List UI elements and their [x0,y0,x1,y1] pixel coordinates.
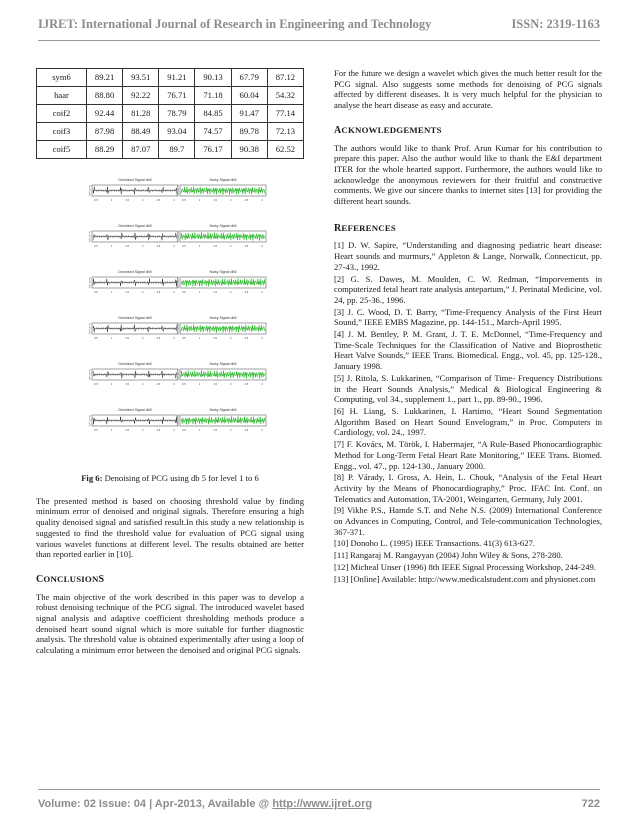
denoised-panel-title: Denoised Signal db5 [118,178,152,182]
x-tick-label: 0.5 [182,337,186,340]
y-tick-label: 0 [89,419,91,423]
y-tick-label: -2 [88,194,91,197]
y-tick-label: 2 [177,415,179,418]
reference-item: [7] F. Kovács, M. Török, I. Habermajer, “A Rule-Based Phonocardiographic Method for Long-Term Fetal Heart Rate Monitoring,” IEEE Trans. Biomed. Engg., vol. 47., pp. 124-130., January 2000. [334,439,602,471]
y-tick-label: -1 [176,421,179,425]
x-tick-label: 0.5 [94,337,98,340]
y-tick-label: 0 [177,281,179,285]
y-tick-label: -2 [88,424,91,427]
y-tick-label: 0 [89,327,91,331]
x-tick-label: 2.5 [156,429,161,432]
heading-conclusions-final: S [98,573,105,585]
denoised-panel-title: Denoised Signal db5 [118,224,152,228]
x-tick-label: 1.5 [125,291,130,294]
y-tick-label: -2 [176,424,179,427]
y-tick-label: -1 [88,191,91,195]
x-tick-label: 1.5 [125,337,130,340]
noisy-signal-line [181,370,265,378]
x-tick-label: 3 [173,337,175,340]
noisy-signal-line [181,232,265,240]
x-tick-label: 2 [230,383,232,386]
x-tick-label: 0.5 [182,291,186,294]
y-tick-label: 2 [89,323,91,326]
y-tick-label: -2 [176,286,179,289]
paragraph-acknowledgements: The authors would like to thank Prof. Arun Kumar for his contribution to prepare this paper. Also the author would like to thank the E&I department ITER for the whole hearted support. Furthermore, the authors would like to acknowledge the anonymous reviewers for their fruitful and constructive comments. We give our sincere thanks to internet sites [13] for providing the different heart sounds. [334,142,602,207]
left-column [36,68,304,656]
y-tick-label: 1 [177,325,179,329]
reference-item: [4] J. M. Bentley, P. M. Grant, J. T. E. McDonnel, “Time-Frequency and Time-Scale Techniques for the Classification of Native and Bioprosthetic Heart Valve Sounds,” IEEE Trans. Biomedical. Engg., vol. 45, pp. 125-128., January 1998. [334,329,602,372]
heading-acknowledgements [334,125,602,137]
denoised-signal-line [93,371,177,379]
x-tick-label: 3 [261,245,263,248]
issn: ISSN: 2319-1163 [511,16,600,31]
x-tick-label: 0.5 [94,429,98,432]
x-tick-label: 2.5 [156,199,161,202]
noisy-panel-title: Noisy Signal db5 [209,178,237,182]
value-cell: 93.51 [123,69,159,87]
reference-item: [11] Rangaraj M. Rangayyan (2004) John Wiley & Sons, 278-280. [334,550,563,561]
y-tick-label: -2 [88,378,91,381]
y-tick-label: 0 [177,189,179,193]
y-tick-label: -1 [88,283,91,287]
y-tick-label: 2 [89,185,91,188]
paragraph-conclusions: The main objective of the work described in this paper was to develop a robust denoising technique of the PCG signal. The introduced wavelet based signal analysis and adaptive coefficient thresholding methods produce a denoised heart sound signal which is more suitable for further diagnostic analysis. The threshold value is obtained experimentally after using a loop of calculating a minimum error between the denoised and original PCG signals. [36,591,304,656]
noisy-panel-title: Noisy Signal db5 [209,270,237,274]
value-cell: 89.7 [159,141,195,159]
heading-references [334,223,602,235]
y-tick-label: 2 [177,231,179,234]
y-tick-label: 2 [89,277,91,280]
x-tick-label: 1 [110,199,113,202]
page-number: 722 [581,798,600,810]
y-tick-label: 1 [177,371,179,375]
footer-volume [38,798,372,810]
value-cell: 71.18 [195,87,231,105]
footer-divider [38,789,600,790]
x-tick-label: 0.5 [182,245,186,248]
x-tick-label: 2 [142,291,144,294]
x-tick-label: 0.5 [182,199,186,202]
value-cell: 76.71 [159,87,195,105]
y-tick-label: 0 [177,419,179,423]
y-tick-label: -1 [88,329,91,333]
x-tick-label: 3 [173,429,175,432]
figure-caption [36,473,304,484]
y-tick-label: -1 [88,421,91,425]
y-tick-label: 0 [89,235,91,239]
y-tick-label: -1 [176,191,179,195]
value-cell: 91.21 [159,69,195,87]
table-row [37,141,304,159]
value-cell: 89.78 [231,123,267,141]
x-tick-label: 1 [198,383,201,386]
x-tick-label: 0.5 [94,199,98,202]
x-tick-label: 2.5 [244,429,249,432]
y-tick-label: 1 [89,233,91,237]
x-tick-label: 1 [110,337,113,340]
value-cell: 90.38 [231,141,267,159]
reference-item: [10] Donoho L. (1995) IEEE Transactions. 41(3) 613-627. [334,538,535,549]
x-tick-label: 3 [261,199,263,202]
denoised-signal-line [93,233,177,241]
journal-title: IJRET: International Journal of Research in Engineering and Technology [38,16,432,31]
heading-conclusions [36,574,304,586]
value-cell: 87.98 [87,123,123,141]
value-cell: 78.79 [159,105,195,123]
noisy-signal-line [181,187,265,195]
y-tick-label: 0 [177,235,179,239]
value-cell: 88.80 [87,87,123,105]
value-cell: 87.07 [123,141,159,159]
x-tick-label: 1.5 [213,199,218,202]
value-cell: 67.79 [231,69,267,87]
reference-item: [2] G. S. Dawes, M. Moulden, C. W. Redman, “Imporvements in computerized fetal heart rate analysis antepartum,” J. Perinatal Medicine, vol. 24, pp. 25-36., 1996. [334,273,602,305]
x-tick-label: 0.5 [94,291,98,294]
noisy-panel-title: Noisy Signal db5 [209,408,237,412]
denoised-signal-line [93,325,177,333]
table-row [37,105,304,123]
denoised-signal-line [93,279,177,287]
heading-ack-rest: CKNOWLEDGEMENTS [341,124,442,135]
y-tick-label: 2 [177,369,179,372]
value-cell: 77.14 [267,105,303,123]
figure-6 [36,171,304,463]
x-tick-label: 1.5 [213,245,218,248]
denoised-signal-line [93,187,177,195]
x-tick-label: 1 [198,245,201,248]
x-tick-label: 1.5 [125,429,130,432]
value-cell: 90.13 [195,69,231,87]
denoised-panel-title: Denoised Signal db5 [118,316,152,320]
x-tick-label: 2 [230,199,232,202]
y-tick-label: 1 [89,279,91,283]
x-tick-label: 1.5 [213,337,218,340]
y-tick-label: 1 [89,187,91,191]
reference-item: [5] J. Ritola, S. Lukkarinen, “Comparison of Time- Frequency Distributions in the Heart Sounds Analysis,” Medical & Biological Engineering & Computing, vol 34., supplement 1., part 1., pp. 89-90., 1996. [334,372,602,405]
y-tick-label: 2 [177,277,179,280]
denoised-signal-line [93,417,177,425]
value-cell: 54.32 [267,87,303,105]
footer-volume-text: Volume: 02 Issue: 04 | Apr-2013, Available @ [38,798,273,810]
value-cell: 74.57 [195,123,231,141]
x-tick-label: 2.5 [156,245,161,248]
results-table [36,68,304,159]
value-cell: 88.29 [87,141,123,159]
y-tick-label: -2 [88,332,91,335]
x-tick-label: 2 [230,429,232,432]
reference-item: [3] J. C. Wood, D. T. Barry, “Time-Frequency Analysis of the First Heart Sound,” IEEE EMBS Magazine, pp. 144-151., March-April 1995. [334,306,602,328]
wavelet-name-cell: coif2 [37,105,87,123]
y-tick-label: -2 [88,286,91,289]
wavelet-name-cell: coif5 [37,141,87,159]
paragraph-future: For the future we design a wavelet which gives the much better result for the PCG signal. Also suggests some methods for denoising of PCG signals affected by different diseases. It is very much helpful for the physician to analyse the heart disease as easy and accurate. [334,68,602,111]
x-tick-label: 2 [230,337,232,340]
x-tick-label: 1 [110,383,113,386]
y-tick-label: 1 [177,417,179,421]
x-tick-label: 2.5 [244,291,249,294]
paragraph-method: The presented method is based on choosing threshold value by finding minimum error of denoised and original signals. Therefore ensuring a high quality denoised signal and satisfied result.In this study a new relationship is suggested to find the threshold value for evaluation of PCG signal using various wavelet functions at different level. The results obtained are better than reported earlier in [10]. [36,495,304,560]
figure-label: Fig 6: [81,473,103,483]
denoised-panel-title: Denoised Signal db5 [118,408,152,412]
heading-ack-initial: A [334,124,342,136]
x-tick-label: 1 [198,429,201,432]
x-tick-label: 0.5 [94,245,98,248]
y-tick-label: -1 [88,375,91,379]
x-tick-label: 3 [261,383,263,386]
x-tick-label: 1 [198,199,201,202]
y-tick-label: -1 [176,329,179,333]
x-tick-label: 3 [173,245,175,248]
y-tick-label: 0 [177,327,179,331]
heading-ref-initial: R [334,222,342,234]
page-footer [38,798,600,810]
y-tick-label: 0 [89,281,91,285]
x-tick-label: 3 [173,199,175,202]
x-tick-label: 0.5 [94,383,98,386]
reference-item: [12] Micheal Unser (1996) 8th IEEE Signal Processing Workshop, 244-249. [334,561,596,572]
y-tick-label: 0 [89,189,91,193]
x-tick-label: 2 [230,291,232,294]
x-tick-label: 0.5 [182,383,186,386]
reference-item: [6] H. Liang, S. Lukkarinen, I. Hartimo, “Heart Sound Segmentation Algorithm Based on Heart Sound Envelogram,” in Proc. Computers in Cardiology, vol. 24., 1997. [334,405,602,438]
x-tick-label: 1.5 [125,383,130,386]
x-tick-label: 1 [110,429,113,432]
y-tick-label: 2 [89,415,91,418]
noisy-signal-line [181,416,265,424]
figure-caption-text: Denoising of PCG using db 5 for level 1 to 6 [102,473,259,483]
reference-item: [1] D. W. Sapire, “Understanding and diagnosing pediatric heart disease: Heart sounds and murmurs,” Appleton & Lange, Norwalk, Connecticut, pp. 27-43., 1992. [334,240,602,272]
x-tick-label: 2.5 [244,199,249,202]
x-tick-label: 2 [142,245,144,248]
y-tick-label: -2 [176,332,179,335]
header-divider [38,40,600,41]
value-cell: 89.21 [87,69,123,87]
x-tick-label: 2.5 [244,337,249,340]
page-header [38,12,600,36]
y-tick-label: -1 [176,237,179,241]
y-tick-label: 0 [177,373,179,377]
denoised-panel-title: Denoised Signal db5 [118,362,152,366]
value-cell: 93.04 [159,123,195,141]
reference-item: [8] P. Várady, I. Gross, A. Hein, L. Chouk, “Analysis of the Fetal Heart Activity by the Means of Phonocardiography,” Proc. IFAC Int. Conf. on Telematics and Automation, TA-2001, Weingarten, Germany, July 2001. [334,472,602,504]
journal-link[interactable]: http://www.ijret.org [272,798,373,810]
y-tick-label: -2 [176,378,179,381]
x-tick-label: 2.5 [156,383,161,386]
heading-conclusions-rest: ONCLUSION [43,573,99,584]
x-tick-label: 1.5 [213,291,218,294]
value-cell: 72.13 [267,123,303,141]
x-tick-label: 1.5 [213,429,218,432]
x-tick-label: 1 [110,245,113,248]
noisy-signal-line [181,325,265,333]
value-cell: 62.52 [267,141,303,159]
value-cell: 60.04 [231,87,267,105]
y-tick-label: 1 [177,187,179,191]
value-cell: 88.49 [123,123,159,141]
y-tick-label: 2 [177,185,179,188]
value-cell: 92.22 [123,87,159,105]
x-tick-label: 3 [261,429,263,432]
y-tick-label: 1 [177,279,179,283]
x-tick-label: 1.5 [125,245,130,248]
y-tick-label: 2 [177,323,179,326]
reference-item: [9] Vikhe P.S., Hamde S.T. and Nehe N.S. (2009) International Conference on Advances in Computing, Control, and Tele-communication Technologies, 367-371. [334,505,602,537]
x-tick-label: 0.5 [182,429,186,432]
x-tick-label: 2 [142,383,144,386]
x-tick-label: 2.5 [156,337,161,340]
table-row [37,123,304,141]
y-tick-label: 0 [89,373,91,377]
heading-conclusions-initial: C [36,573,44,585]
value-cell: 92.44 [87,105,123,123]
x-tick-label: 2.5 [244,245,249,248]
y-tick-label: -2 [88,240,91,243]
x-tick-label: 2.5 [156,291,161,294]
value-cell: 81.28 [123,105,159,123]
x-tick-label: 1 [198,337,201,340]
denoised-panel-title: Denoised Signal db5 [118,270,152,274]
y-tick-label: -1 [176,283,179,287]
denoising-plots [36,171,304,463]
noisy-panel-title: Noisy Signal db5 [209,224,237,228]
y-tick-label: -1 [176,375,179,379]
y-tick-label: 1 [89,325,91,329]
x-tick-label: 2 [230,245,232,248]
wavelet-name-cell: coif3 [37,123,87,141]
x-tick-label: 2 [142,199,144,202]
x-tick-label: 2 [142,429,144,432]
value-cell: 76.17 [195,141,231,159]
x-tick-label: 1 [198,291,201,294]
y-tick-label: 1 [89,417,91,421]
noisy-panel-title: Noisy Signal db5 [209,316,237,320]
y-tick-label: 1 [177,233,179,237]
y-tick-label: 1 [89,371,91,375]
y-tick-label: -2 [176,194,179,197]
reference-list [334,240,602,584]
x-tick-label: 1.5 [125,199,130,202]
reference-item: [13] [Online] Available: http://www.medicalstudent.com and physionet.com [334,573,596,584]
wavelet-name-cell: sym6 [37,69,87,87]
noisy-panel-title: Noisy Signal db5 [209,362,237,366]
noisy-signal-line [181,278,265,286]
x-tick-label: 2 [142,337,144,340]
x-tick-label: 3 [173,383,175,386]
y-tick-label: -2 [176,240,179,243]
y-tick-label: -1 [88,237,91,241]
right-column [334,68,602,585]
value-cell: 91.47 [231,105,267,123]
x-tick-label: 1 [110,291,113,294]
y-tick-label: 2 [89,231,91,234]
value-cell: 87.12 [267,69,303,87]
table-row [37,69,304,87]
heading-ref-rest: EFERENCES [341,222,397,233]
y-tick-label: 2 [89,369,91,372]
wavelet-name-cell: haar [37,87,87,105]
x-tick-label: 1.5 [213,383,218,386]
table-row [37,87,304,105]
x-tick-label: 3 [173,291,175,294]
value-cell: 84.85 [195,105,231,123]
x-tick-label: 3 [261,337,263,340]
x-tick-label: 2.5 [244,383,249,386]
x-tick-label: 3 [261,291,263,294]
